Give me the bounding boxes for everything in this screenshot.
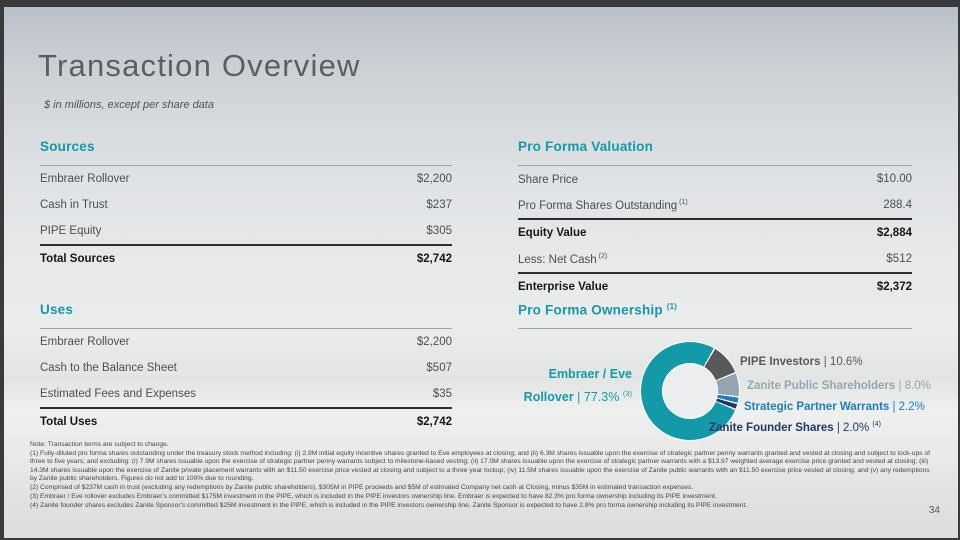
table-row — [40, 192, 452, 218]
legend-item-pipe-investors: PIPE Investors | 10.6% — [740, 355, 863, 368]
table-total-row — [40, 409, 452, 435]
row-value: $2,884 — [876, 227, 912, 239]
row-label: Less: Net Cash $^{(2)}$ — [518, 252, 608, 266]
sources-table — [40, 139, 452, 272]
row-label: Share Price — [518, 173, 579, 186]
row-label: Cash in Trust — [40, 199, 108, 211]
table-row — [40, 218, 452, 244]
row-label: Equity Value — [518, 227, 587, 239]
page-title: Transaction Overview — [38, 48, 361, 83]
uses-header: Uses — [40, 302, 74, 317]
table-row — [518, 166, 912, 192]
table-row — [40, 355, 452, 381]
row-label: Cash to the Balance Sheet — [40, 362, 177, 374]
footnote-note: Note: Transaction terms are subject to change. — [30, 441, 169, 448]
row-value: $10.00 — [876, 173, 912, 185]
row-value: $2,742 — [416, 253, 452, 265]
row-label: PIPE Equity — [40, 225, 102, 237]
row-label: Pro Forma Shares Outstanding $^{(1)}$ — [518, 198, 688, 212]
row-value: $507 — [426, 362, 452, 374]
row-value: $237 — [426, 199, 452, 211]
row-value: $2,200 — [416, 336, 452, 348]
valuation-header: Pro Forma Valuation — [518, 139, 654, 154]
footnote-3: (3) Embraer / Eve rollover excludes Embraer's committed $175M investment in the PIPE, which is included in the PIPE investors ownership line. Embraer is expected to have 82.3% pro forma ownership including its PIPE investment. — [30, 492, 717, 500]
page-subtitle: $ in millions, except per share data — [44, 99, 214, 111]
row-label: Embraer Rollover — [40, 336, 130, 348]
footnote-1: (1) Fully-diluted pro forma shares outstanding under the treasury stock method including: (i) 2.9M initial equity incentive shares granted to Eve employees at closing; and (ii) 6.3M shares issuable upon the exercise of strategic partner penny warrants granted and vested at closing and subject to lock-ups of three to five years; and excluding: (i) 7.9M shares issuable upon the exercise of strategic partner penny warrants subject to milestone-based vesting; (ii) 17.0M shares issuable upon the exercise of strategic partner warrants with a $13.97 weighted average exercise price granted and vested at closing; (iii) 14.3M shares issuable upon the exercise of Zanite private placement warrants with an $11.50 exercise price vested at closing and subject to a three year lockup; (iv) 11.5M shares issuable upon the exercise of Zanite public warrants with an $11.50 exercise price vested at closing; and (v) any redemptions by Zanite public shareholders. Figures do not add to 100% due to rounding. — [30, 449, 930, 482]
footnotes — [30, 441, 936, 511]
row-label: Enterprise Value — [518, 281, 609, 293]
table-row — [518, 246, 912, 272]
legend-item-strategic-partner-warrants: Strategic Partner Warrants | 2.2% — [744, 400, 925, 413]
valuation-table — [518, 139, 912, 300]
footnote-2: (2) Comprised of $237M cash in trust (excluding any redemptions by Zanite public shareholders), $305M in PIPE proceeds and $5M of estimated Company net cash at Closing, minus $35M in estimated transaction expenses. — [30, 483, 694, 491]
page-number: 34 — [928, 505, 940, 516]
legend-item-zanite-public-shareholders: Zanite Public Shareholders | 8.0% — [747, 379, 931, 392]
table-row — [40, 329, 452, 355]
legend-item-zanite-founder-shares: Zanite Founder Shares | 2.0% $^{(4)}$ — [709, 421, 881, 434]
row-value: $305 — [426, 225, 452, 237]
row-value: $2,200 — [416, 173, 452, 185]
table-row — [40, 381, 452, 407]
row-value: $2,372 — [876, 281, 912, 293]
row-value: $2,742 — [416, 416, 452, 428]
table-total-row — [518, 274, 912, 300]
row-label: Total Uses — [40, 416, 98, 428]
table-row — [40, 166, 452, 192]
row-value: $35 — [432, 388, 452, 400]
row-label: Total Sources — [40, 253, 116, 265]
row-value: 288.4 — [883, 199, 912, 211]
slide — [4, 7, 958, 538]
row-label: Estimated Fees and Expenses — [40, 388, 196, 400]
ownership-section — [518, 302, 912, 329]
chart-label-embraer-eve-rollover: Embraer / Eve Rollover | 77.3% $^{(3)}$ — [523, 367, 632, 405]
ownership-header: Pro Forma Ownership $^{(1)}$ — [518, 302, 678, 318]
table-total-row — [518, 220, 912, 246]
footnote-4: (4) Zanite founder shares excludes Zanite Sponsor's committed $25M investment in the PIPE, which is included in the PIPE investors ownership line. Zanite Sponsor is expected to have 2.9% pro forma ownership including its PIPE investment. — [30, 501, 748, 509]
ownership-header-rule — [518, 328, 912, 329]
table-total-row — [40, 246, 452, 272]
table-row — [518, 192, 912, 218]
uses-table — [40, 302, 452, 435]
row-value: $512 — [886, 253, 912, 265]
donut-hole — [663, 364, 717, 418]
row-label: Embraer Rollover — [40, 173, 130, 185]
sources-header: Sources — [40, 139, 95, 154]
